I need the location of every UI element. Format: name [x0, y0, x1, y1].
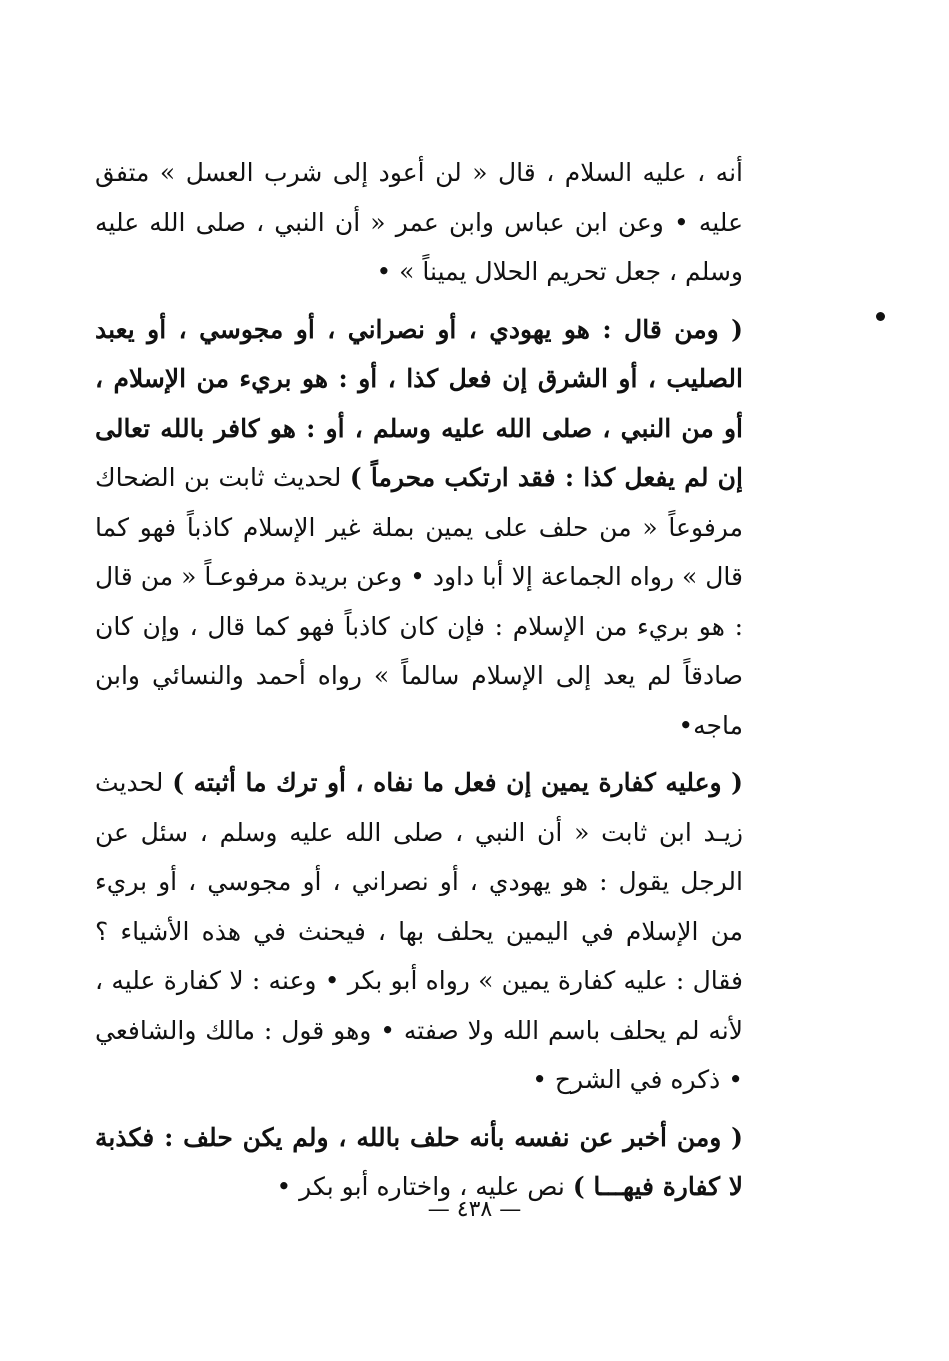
margin-bullet: [876, 312, 885, 321]
paragraph-3-text: لحديث زيـد ابن ثابت « أن النبي ، صلى الله عليه وسلم ، سئل عن الرجل يقول : هو يهودي ، أو نصراني ، أو مجوسي ، أو بريء من الإسلام في اليمين يحلف بها ، فيحنث في هذه الأشياء ؟ فقال : عليه كفارة يمين » رواه أبو بكر • وعنه : لا كفارة عليه ، لأنه لم يحلف باسم الله ولا صفته • وهو قول : مالك والشافعي • ذكره في الشرح •: [95, 768, 743, 1094]
paragraph-1: [95, 148, 743, 297]
paragraph-2: [95, 305, 743, 751]
paragraph-3-heading: ( وعليه كفارة يمين إن فعل ما نفاه ، أو ترك ما أثبته ): [172, 768, 743, 797]
paragraph-4-text: نص عليه ، واختاره أبو بكر •: [276, 1172, 573, 1201]
paragraph-2-heading: ( ومن قال : هو يهودي ، أو نصراني ، أو مجوسي ، أو يعبد الصليب ، أو الشرق إن فعل كذا ، أو : هو بريء من الإسلام ، أو من النبي ، صلى الله عليه وسلم ، أو : هو كافر بالله تعالى إن لم يفعل كذا : فقد ارتكب محرماً ): [95, 314, 743, 492]
body-text: [95, 148, 743, 1212]
page-number: — ٤٣٨ —: [427, 1197, 522, 1222]
paragraph-1-text: أنه ، عليه السلام ، قال « لن أعود إلى شرب العسل » متفق عليه • وعن ابن عباس وابن عمر « أن النبي ، صلى الله عليه وسلم ، جعل تحريم الحلال يميناً » •: [95, 158, 743, 286]
paragraph-3: [95, 758, 743, 1105]
paragraph-2-text: لحديث ثابت بن الضحاك مرفوعاً « من حلف على يمين بملة غير الإسلام كاذباً فهو كما قال » رواه الجماعة إلا أبا داود • وعن بريدة مرفوعـاً « من قال : هو بريء من الإسلام : فإن كان كاذباً فهو كما قال ، وإن كان صادقاً لم يعد إلى الإسلام سالماً » رواه أحمد والنسائي وابن ماجه•: [95, 463, 743, 740]
paragraph-4-heading: ( ومن أخبر عن نفسه بأنه حلف بالله ، ولم يكن حلف : فكذبة لا كفارة فيهـــا ): [95, 1122, 743, 1201]
